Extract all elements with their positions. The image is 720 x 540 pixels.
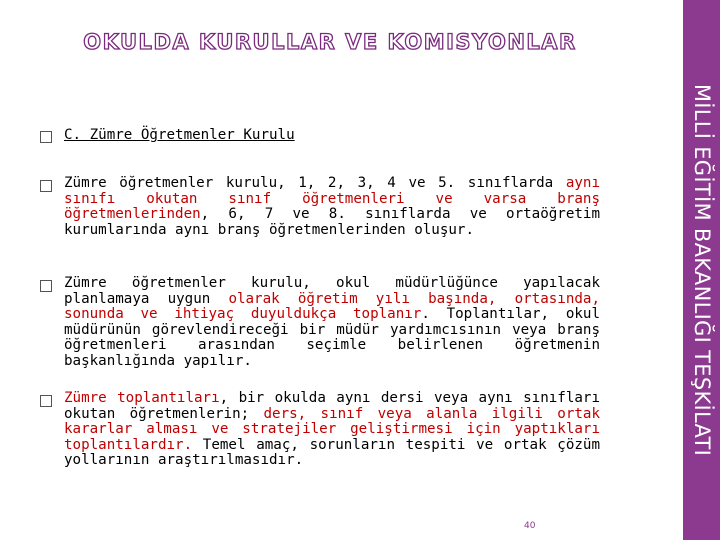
bullet-icon bbox=[40, 131, 52, 143]
page-title: OKULDA KURULLAR VE KOMISYONLAR bbox=[83, 30, 577, 54]
paragraph-1-highlight: aynı sınıfı okutan sınıf öğretmenleri ve varsa branş öğretmenlerinden bbox=[64, 175, 600, 223]
sidebar-title: MİLLİ EĞİTİM BAKANLIĞI TEŞKİLATI bbox=[689, 83, 714, 457]
bullet-icon bbox=[40, 395, 52, 407]
paragraph-3-text-b: , bir okulda aynı dersi veya aynı sınıfları okutan öğretmenlerin; bbox=[64, 390, 600, 422]
paragraph-2-highlight: olarak öğretim yılı başında, ortasında, sonunda ve ihtiyaç duyuldukça toplanır bbox=[64, 290, 600, 323]
paragraph-3-highlight-c: ders, sınıf veya alanla ilgili ortak kararlar alması ve stratejiler geliştirmesi için yaptıkları toplantılardır. bbox=[64, 405, 600, 453]
paragraph-1-text-c: , 6, 7 ve 8. sınıflarda ve ortaöğretim kurumlarında aynı branş öğretmenlerinden oluşur. bbox=[64, 206, 600, 238]
paragraph-1 bbox=[64, 176, 600, 238]
paragraph-2 bbox=[64, 276, 600, 370]
paragraph-2-text-c: . Toplantılar, okul müdürünün görevlendireceği bir müdür yardımcısının veya branş öğretmenleri arasından seçimle belirlenen öğretmenin başkanlığında yapılır. bbox=[64, 306, 600, 369]
bullet-icon bbox=[40, 280, 52, 292]
paragraph-1-text-a: Zümre öğretmenler kurulu, 1, 2, 3, 4 ve 5. sınıflarda bbox=[64, 175, 566, 191]
paragraph-3-text-d: Temel amaç, sorunların tespiti ve ortak çözüm yollarının araştırılmasıdır. bbox=[64, 436, 600, 469]
page-number: 40 bbox=[524, 521, 536, 531]
paragraph-3 bbox=[64, 391, 600, 469]
paragraph-3-highlight-a: Zümre toplantıları bbox=[64, 390, 220, 406]
section-heading: C. Zümre Öğretmenler Kurulu bbox=[64, 127, 295, 143]
paragraph-2-text-a: Zümre öğretmenler kurulu, okul müdürlüğünce yapılacak planlamaya uygun bbox=[64, 275, 600, 307]
bullet-icon bbox=[40, 180, 52, 192]
sidebar-banner bbox=[681, 0, 720, 540]
